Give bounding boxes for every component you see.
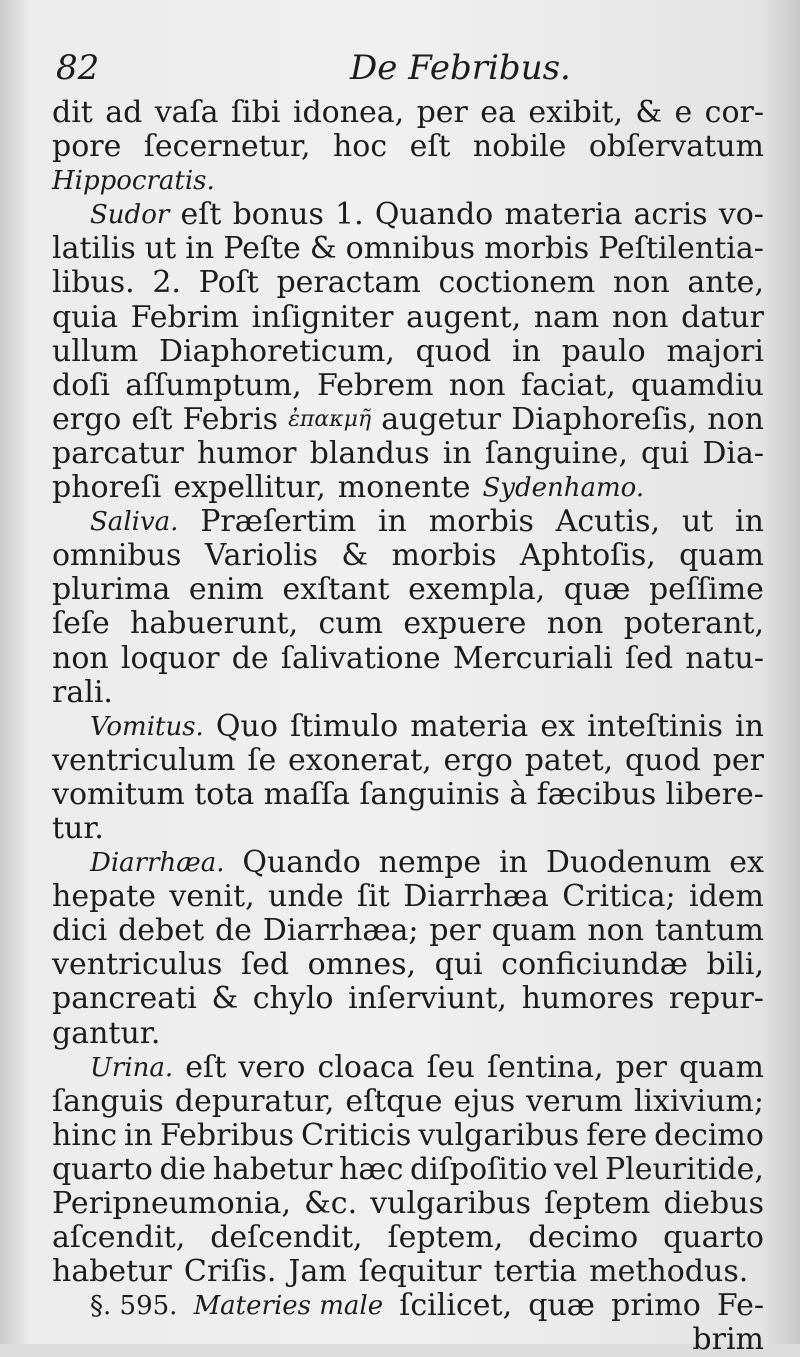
word: §. 595.	[90, 1291, 178, 1322]
word: in	[512, 333, 541, 369]
word: die	[159, 1151, 207, 1187]
word: acris	[633, 197, 708, 233]
word: Peſte	[223, 231, 301, 267]
word: e	[674, 95, 693, 130]
word: non	[546, 606, 604, 642]
word: per	[416, 95, 468, 130]
word: humores	[521, 981, 655, 1017]
word: vero	[238, 1049, 306, 1085]
word: ſcilicet,	[399, 1288, 513, 1324]
word: Saliva.	[90, 507, 179, 538]
word: fæcibus	[536, 776, 657, 812]
text-line	[52, 1017, 764, 1051]
word: majori	[666, 333, 764, 369]
word: bonus	[232, 197, 324, 233]
word: à	[509, 776, 528, 812]
word: pore	[52, 129, 122, 165]
word: ſanguine,	[484, 435, 628, 471]
word: venit,	[169, 879, 255, 915]
text-line	[52, 642, 764, 676]
word: Variolis	[204, 538, 319, 574]
word: omnibus	[345, 231, 476, 267]
word: ergo	[443, 742, 513, 778]
word: fere	[586, 1117, 648, 1153]
word: vaſa	[154, 95, 219, 130]
word: chylo	[252, 981, 334, 1017]
word: idem	[688, 879, 764, 915]
text-line	[52, 232, 764, 266]
word: libus.	[52, 265, 135, 301]
text-line	[52, 1119, 764, 1153]
word: aſcendit,	[52, 1220, 186, 1256]
text-line	[52, 198, 764, 232]
word: quam	[491, 913, 577, 949]
word: ſe	[247, 742, 277, 778]
word: quarto	[663, 1220, 764, 1256]
text-line	[52, 164, 764, 198]
word: ad	[105, 95, 143, 130]
word: 2.	[152, 265, 181, 301]
word: Febrim	[130, 299, 240, 335]
text-line	[52, 437, 764, 471]
word: debet	[118, 913, 205, 949]
word: brim	[692, 1322, 764, 1357]
text-line	[52, 130, 764, 164]
word: Peripneumonia,	[52, 1186, 291, 1221]
text-line	[52, 1051, 764, 1085]
word: decimo	[654, 1117, 764, 1153]
word: patet,	[524, 742, 614, 778]
word: materia	[504, 197, 623, 233]
word: tertia	[493, 1254, 578, 1290]
word: Sydenhamo.	[482, 473, 645, 504]
word: &c.	[304, 1186, 358, 1221]
word: vel	[554, 1151, 599, 1187]
text-line	[52, 607, 764, 641]
word: ventriculum	[52, 742, 236, 778]
text-line	[52, 846, 764, 880]
word: eſt	[131, 401, 173, 437]
word: ex	[540, 708, 576, 744]
word: quod	[625, 742, 701, 778]
word: omnes,	[307, 947, 417, 983]
word: eſt	[180, 197, 222, 233]
word: habetur	[212, 1151, 333, 1187]
word: gantur.	[52, 1015, 161, 1051]
word: peractam	[276, 265, 421, 301]
word: vulgaribus	[418, 1117, 580, 1153]
word: bili,	[706, 947, 764, 983]
text-line	[52, 914, 764, 948]
word: quam	[679, 1049, 764, 1085]
word: exempla,	[408, 572, 546, 608]
word: ſeptem,	[387, 1220, 504, 1256]
word: Criticis	[300, 1117, 412, 1153]
word: Duodenum	[545, 845, 712, 881]
word: methodus.	[589, 1254, 749, 1290]
word: habuerunt,	[130, 606, 299, 642]
word: Aphtoſis,	[519, 538, 656, 574]
word: Hippocratis.	[52, 166, 215, 197]
word: quamdiu	[631, 367, 764, 403]
word: libere-	[665, 776, 764, 812]
word: repur-	[668, 981, 764, 1017]
word: in	[735, 708, 764, 744]
text-line	[52, 573, 764, 607]
word: verum	[526, 1083, 623, 1119]
text-line	[52, 301, 764, 335]
word: pancreati	[52, 981, 197, 1017]
word: ullum	[52, 333, 139, 369]
word: habetur	[52, 1254, 172, 1290]
word: Vomitus.	[90, 711, 204, 742]
word: Critica;	[562, 879, 676, 915]
text-line	[52, 539, 764, 573]
word: coctionem	[438, 265, 596, 301]
word: inteſtinis	[587, 708, 723, 744]
word: ventriculus	[52, 947, 223, 983]
word: Diarrhæa	[403, 879, 549, 915]
word: blandus	[309, 435, 430, 471]
word: Diarrhæa;	[262, 913, 419, 949]
word: diſpoſitio	[409, 1151, 548, 1187]
word: Materies male	[193, 1291, 384, 1322]
word: &	[309, 231, 337, 267]
word: obſervatum	[588, 129, 764, 165]
word: Urina.	[90, 1052, 174, 1083]
word: ſed	[624, 640, 674, 676]
text-line	[52, 369, 764, 403]
word: eſtque	[345, 1083, 443, 1119]
word: materia	[410, 708, 529, 744]
word: dici	[52, 913, 108, 949]
word: lixivium;	[633, 1083, 764, 1119]
text-line	[52, 505, 764, 539]
word: ſeu	[426, 1049, 475, 1085]
word: non	[448, 367, 506, 403]
word: maſſa	[263, 776, 351, 812]
word: Diarrhæa.	[90, 848, 225, 879]
text-line	[52, 1187, 764, 1221]
word: nam	[533, 299, 600, 335]
word: in	[499, 845, 528, 881]
text-line	[52, 1221, 764, 1255]
word: Mercuriali	[452, 640, 613, 676]
word: ante,	[687, 265, 764, 301]
word: augetur	[381, 401, 502, 437]
running-title: De Febribus.	[350, 48, 571, 88]
page-header	[50, 48, 760, 92]
word: hinc	[52, 1117, 118, 1153]
word: doſi	[52, 367, 110, 403]
word: in	[378, 504, 407, 540]
word: datur	[681, 299, 764, 335]
word: hepate	[52, 879, 156, 915]
word: Quo	[215, 708, 278, 744]
word: non	[587, 913, 645, 949]
text-line	[52, 948, 764, 982]
word: ſequitur	[358, 1254, 482, 1290]
word: ergo	[52, 401, 122, 437]
word: non	[611, 299, 669, 335]
word: tur.	[52, 810, 104, 846]
word: Acutis,	[555, 504, 661, 540]
text-line	[52, 880, 764, 914]
word: augent,	[406, 299, 522, 335]
word: inſerviunt,	[348, 981, 507, 1017]
word: hæc	[339, 1151, 404, 1187]
word: ἐπακμῆ	[288, 406, 372, 432]
word: nobile	[472, 129, 567, 165]
word: latilis	[52, 231, 136, 267]
word: poterant,	[623, 606, 764, 642]
word: ejus	[453, 1083, 516, 1119]
word: inſigniter	[251, 299, 394, 335]
word: qui	[434, 947, 483, 983]
text-line	[52, 471, 764, 505]
word: &	[211, 981, 239, 1017]
word: hoc	[332, 129, 388, 165]
word: ex	[729, 845, 764, 881]
word: morbis	[428, 504, 534, 540]
text-line	[52, 1153, 764, 1187]
word: ſeptem	[544, 1186, 651, 1221]
word: decimo	[528, 1220, 639, 1256]
word: exonerat,	[288, 742, 432, 778]
text-line	[52, 266, 764, 300]
word: per	[712, 742, 764, 778]
word: natu-	[685, 640, 764, 676]
word: ut	[144, 231, 177, 267]
word: humor	[197, 435, 297, 471]
word: expuere	[403, 606, 527, 642]
word: ſit	[357, 879, 390, 915]
word: vulgaribus	[370, 1186, 531, 1221]
word: de	[214, 913, 252, 949]
word: dit	[52, 95, 93, 130]
word: Fe-	[716, 1288, 764, 1324]
word: in	[442, 435, 472, 471]
text-line	[52, 1289, 764, 1323]
word: quæ	[528, 1288, 595, 1324]
word: Febrem	[316, 367, 434, 403]
word: qui	[641, 435, 690, 471]
text-line	[52, 403, 764, 437]
word: Quando	[374, 197, 494, 233]
word: Dia-	[702, 435, 764, 471]
word: ſibi	[230, 95, 281, 130]
text-line	[52, 1323, 764, 1357]
word: parcatur	[52, 435, 184, 471]
word: non	[707, 401, 764, 437]
word: expellitur,	[173, 470, 326, 506]
word: in	[735, 504, 764, 540]
text-line	[52, 335, 764, 369]
word: deſcendit,	[210, 1220, 363, 1256]
word: omnibus	[52, 538, 182, 574]
text-line	[52, 1085, 764, 1119]
word: quia	[52, 299, 119, 335]
word: vo-	[718, 197, 764, 233]
word: conficiundæ	[501, 947, 688, 983]
word: eſt	[409, 129, 451, 165]
word: nempe	[378, 845, 482, 881]
word: tantum	[654, 913, 764, 949]
text-line	[52, 1255, 764, 1289]
word: plurima	[52, 572, 171, 608]
word: Peſtilentia-	[598, 231, 764, 267]
word: non	[613, 265, 670, 301]
word: diebus	[663, 1186, 764, 1221]
word: faciat,	[520, 367, 616, 403]
word: monente	[337, 470, 471, 506]
word: ſeſe	[52, 606, 110, 642]
word: Præſertim	[200, 504, 357, 540]
word: quam	[679, 538, 764, 574]
word: peſſime	[648, 572, 764, 608]
word: exſtant	[282, 572, 390, 608]
word: Pleuritide,	[605, 1151, 764, 1187]
word: Jam	[288, 1254, 347, 1290]
word: rali.	[52, 674, 113, 710]
word: de	[231, 640, 269, 676]
word: Criſis.	[183, 1254, 277, 1290]
text-line	[52, 96, 764, 130]
word: ſanguinis	[359, 776, 501, 812]
word: &	[635, 95, 663, 130]
text-line	[52, 982, 764, 1016]
word: ſentina,	[486, 1049, 604, 1085]
word: Febris	[182, 401, 278, 437]
word: ſalivatione	[280, 640, 441, 676]
word: primo	[611, 1288, 701, 1324]
word: enim	[188, 572, 265, 608]
word: ſed	[240, 947, 290, 983]
word: vomitum	[52, 776, 185, 812]
text-line	[52, 710, 764, 744]
word: loquor	[120, 640, 220, 676]
word: morbis	[391, 538, 497, 574]
word: 1.	[335, 197, 364, 233]
text-line	[52, 744, 764, 778]
word: exibit,	[528, 95, 623, 130]
word: ut	[681, 504, 714, 540]
word: ſanguis	[52, 1083, 164, 1119]
word: per	[429, 913, 481, 949]
word: quæ	[563, 572, 631, 608]
word: cloaca	[317, 1049, 415, 1085]
word: quod	[415, 333, 492, 369]
word: ea	[480, 95, 516, 130]
text-line	[52, 812, 764, 846]
word: in	[185, 231, 215, 267]
word: ſtimulo	[290, 708, 399, 744]
text-line	[52, 676, 764, 710]
word: Diaphoreſis,	[511, 401, 698, 437]
word: quarto	[52, 1151, 153, 1187]
word: eſt	[185, 1049, 227, 1085]
word: cum	[318, 606, 384, 642]
word: &	[341, 538, 369, 574]
word: Diaphoreticum,	[158, 333, 395, 369]
word: phoreſi	[52, 470, 162, 506]
word: non	[52, 640, 109, 676]
word: cor-	[704, 95, 764, 130]
word: per	[615, 1049, 667, 1085]
word: unde	[268, 879, 344, 915]
word: Febribus	[159, 1117, 294, 1153]
word: depuratur,	[174, 1083, 335, 1119]
body-text	[52, 96, 764, 1357]
word: Sudor	[90, 200, 170, 231]
word: in	[124, 1117, 153, 1153]
text-line	[52, 778, 764, 812]
word: ſecernetur,	[143, 129, 311, 165]
word: Quando	[242, 845, 361, 881]
word: morbis	[484, 231, 590, 267]
word: tota	[194, 776, 255, 812]
page-number: 82	[56, 48, 100, 88]
word: paulo	[561, 333, 646, 369]
word: aſſumptum,	[125, 367, 302, 403]
word: idonea,	[292, 95, 405, 130]
word: Poſt	[198, 265, 259, 301]
